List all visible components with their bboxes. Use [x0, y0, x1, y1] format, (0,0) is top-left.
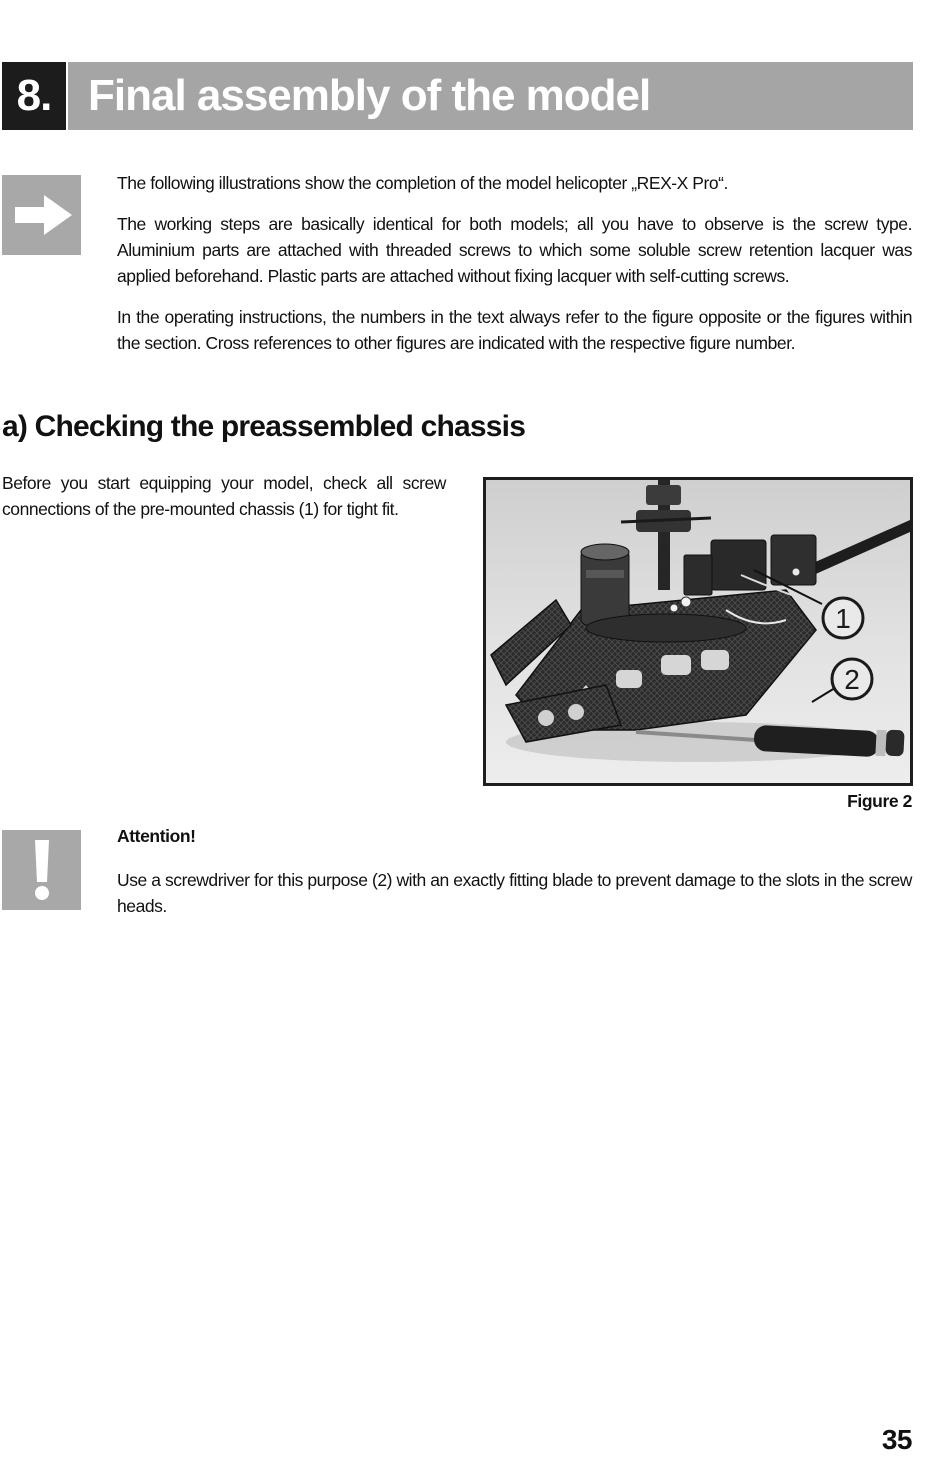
page-number: 35 — [881, 1424, 912, 1455]
callout-2 — [832, 659, 872, 699]
chassis-photo — [483, 477, 913, 786]
arrow-right-icon — [2, 175, 81, 255]
chapter-title: Final assembly of the model — [88, 71, 651, 120]
intro-paragraph-3: In the operating instructions, the numbers in the text always refer to the figure opposite or the figures within the section. Cross references to other figures are indicated with the respective figure number. — [117, 307, 912, 353]
chapter-title-bar — [68, 62, 913, 130]
section-body-text: Before you start equipping your model, check all screw connections of the pre-mounted chassis (1) for tight fit. — [2, 473, 446, 519]
chassis-illustration — [486, 480, 910, 783]
attention-title: Attention! — [117, 826, 196, 846]
callout-2-label: 2 — [844, 664, 860, 695]
section-heading: a) Checking the preassembled chassis — [2, 410, 526, 443]
intro-paragraph-1: The following illustrations show the completion of the model helicopter „REX-X Pro“. — [117, 173, 728, 193]
intro-paragraph-2: The working steps are basically identical for both models; all you have to observe is the screw type. Aluminium parts are attached with threaded screws to which some soluble screw retention lacquer was applied beforehand. Plastic parts are attached without fixing lacquer with self-cutting screws. — [117, 214, 912, 286]
figure-caption: Figure 2 — [847, 791, 912, 811]
chapter-number: 8. — [2, 62, 66, 130]
attention-text: Use a screwdriver for this purpose (2) with an exactly fitting blade to prevent damage to the slots in the screw heads. — [117, 870, 912, 916]
callout-1-label: 1 — [835, 603, 851, 634]
exclamation-icon — [2, 830, 81, 910]
chapter-header — [2, 62, 913, 130]
callout-1 — [823, 598, 863, 638]
